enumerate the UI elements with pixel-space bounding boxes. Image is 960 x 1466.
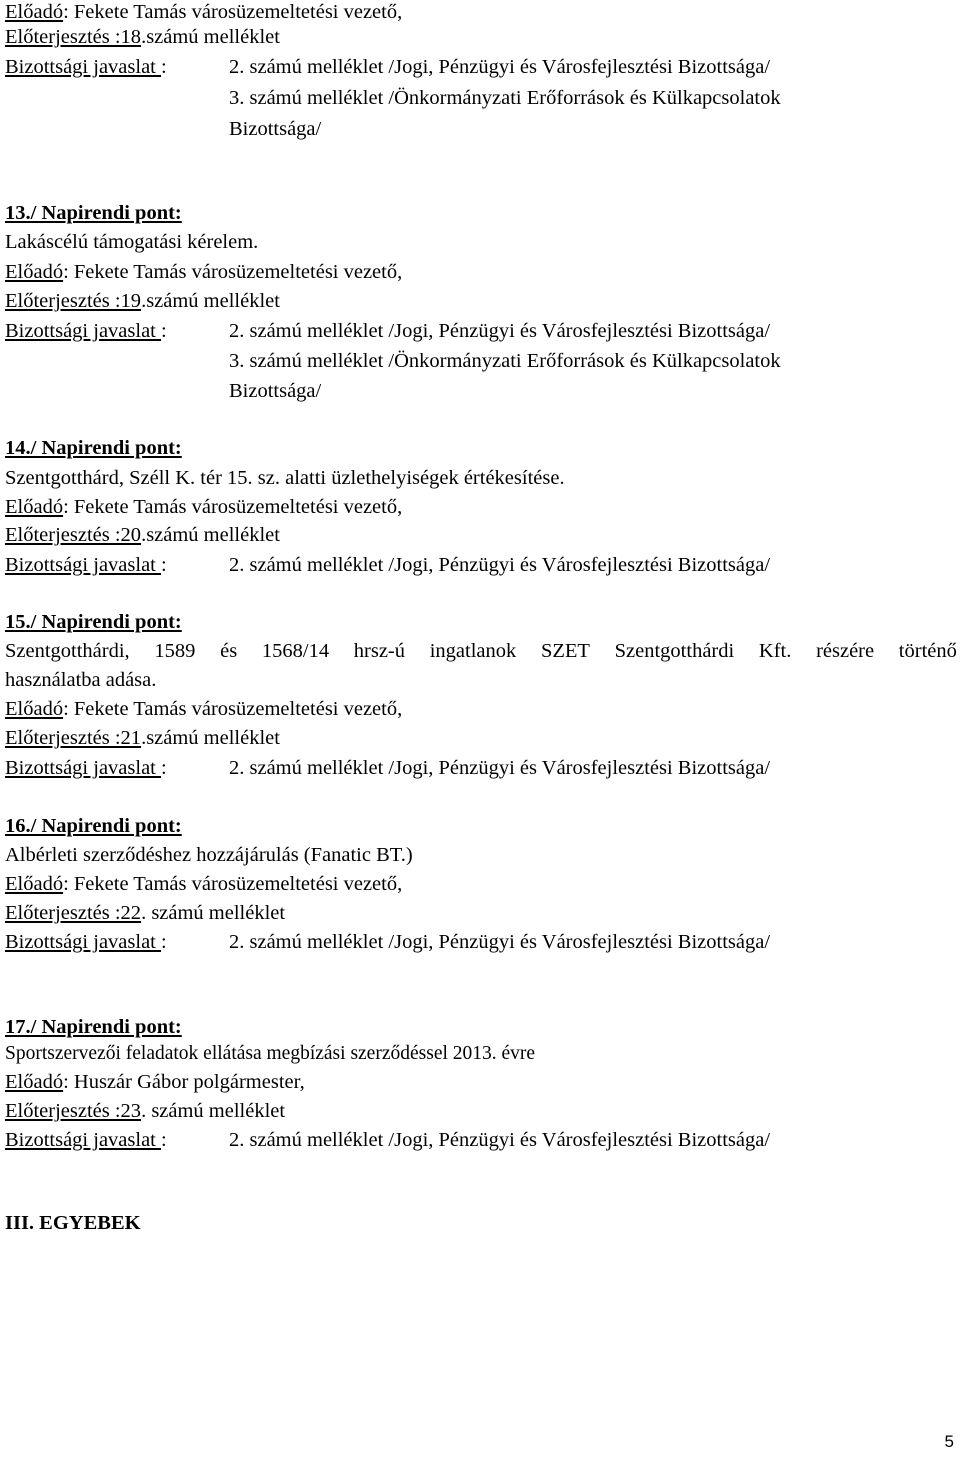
agenda-heading-13: 13./ Napirendi pont: [5, 202, 182, 224]
proposal-line: Előterjesztés :22. számú melléklet [5, 902, 286, 924]
committee-label: Bizottsági javaslat : [5, 320, 167, 342]
committee-line-2: 3. számú melléklet /Önkormányzati Erőforrások és Külkapcsolatok [229, 87, 781, 109]
committee-label: Bizottsági javaslat : [5, 56, 167, 78]
committee-line-1: 2. számú melléklet /Jogi, Pénzügyi és Városfejlesztési Bizottsága/ [229, 931, 771, 953]
section-heading: III. EGYEBEK [5, 1212, 141, 1234]
proposal-line: Előterjesztés :19.számú melléklet [5, 290, 280, 312]
proposal-line: Előterjesztés :23. számú melléklet [5, 1100, 286, 1122]
agenda-title-16: Albérleti szerződéshez hozzájárulás (Fanatic BT.) [5, 844, 413, 866]
agenda-heading-15: 15./ Napirendi pont: [5, 611, 182, 633]
presenter-line: Előadó: Fekete Tamás városüzemeltetési vezető, [5, 1, 403, 23]
committee-line-1: 2. számú melléklet /Jogi, Pénzügyi és Városfejlesztési Bizottsága/ [229, 554, 771, 576]
proposal-line: Előterjesztés :21.számú melléklet [5, 727, 280, 749]
presenter-line: Előadó: Fekete Tamás városüzemeltetési vezető, [5, 496, 403, 518]
agenda-heading-17: 17./ Napirendi pont: [5, 1016, 182, 1038]
committee-line-1: 2. számú melléklet /Jogi, Pénzügyi és Városfejlesztési Bizottsága/ [229, 757, 771, 779]
committee-line-3: Bizottsága/ [229, 118, 322, 140]
agenda-heading-14: 14./ Napirendi pont: [5, 437, 182, 459]
committee-line-1: 2. számú melléklet /Jogi, Pénzügyi és Városfejlesztési Bizottsága/ [229, 56, 771, 78]
committee-label: Bizottsági javaslat : [5, 554, 167, 576]
agenda-title-15: Szentgotthárdi, 1589 és 1568/14 hrsz-ú ingatlanok SZET Szentgotthárdi Kft. részére történő [5, 640, 957, 662]
committee-label: Bizottsági javaslat : [5, 757, 167, 779]
committee-line-1: 2. számú melléklet /Jogi, Pénzügyi és Városfejlesztési Bizottsága/ [229, 1129, 771, 1151]
committee-line-2: 3. számú melléklet /Önkormányzati Erőforrások és Külkapcsolatok [229, 350, 781, 372]
committee-label: Bizottsági javaslat : [5, 1129, 167, 1151]
presenter-line: Előadó: Huszár Gábor polgármester, [5, 1071, 305, 1093]
committee-line-1: 2. számú melléklet /Jogi, Pénzügyi és Városfejlesztési Bizottsága/ [229, 320, 771, 342]
committee-line-3: Bizottsága/ [229, 380, 322, 402]
proposal-line: Előterjesztés :18.számú melléklet [5, 26, 280, 48]
agenda-title-13: Lakáscélú támogatási kérelem. [5, 231, 259, 253]
presenter-line: Előadó: Fekete Tamás városüzemeltetési vezető, [5, 698, 403, 720]
proposal-line: Előterjesztés :20.számú melléklet [5, 524, 280, 546]
agenda-title-15-cont: használatba adása. [5, 669, 157, 691]
presenter-line: Előadó: Fekete Tamás városüzemeltetési vezető, [5, 261, 403, 283]
agenda-title-17: Sportszervezői feladatok ellátása megbízási szerződéssel 2013. évre [5, 1043, 536, 1064]
committee-label: Bizottsági javaslat : [5, 931, 167, 953]
agenda-title-14: Szentgotthárd, Széll K. tér 15. sz. alatti üzlethelyiségek értékesítése. [5, 467, 565, 489]
presenter-line: Előadó: Fekete Tamás városüzemeltetési vezető, [5, 873, 403, 895]
page-number: 5 [944, 1432, 954, 1451]
agenda-heading-16: 16./ Napirendi pont: [5, 815, 182, 837]
